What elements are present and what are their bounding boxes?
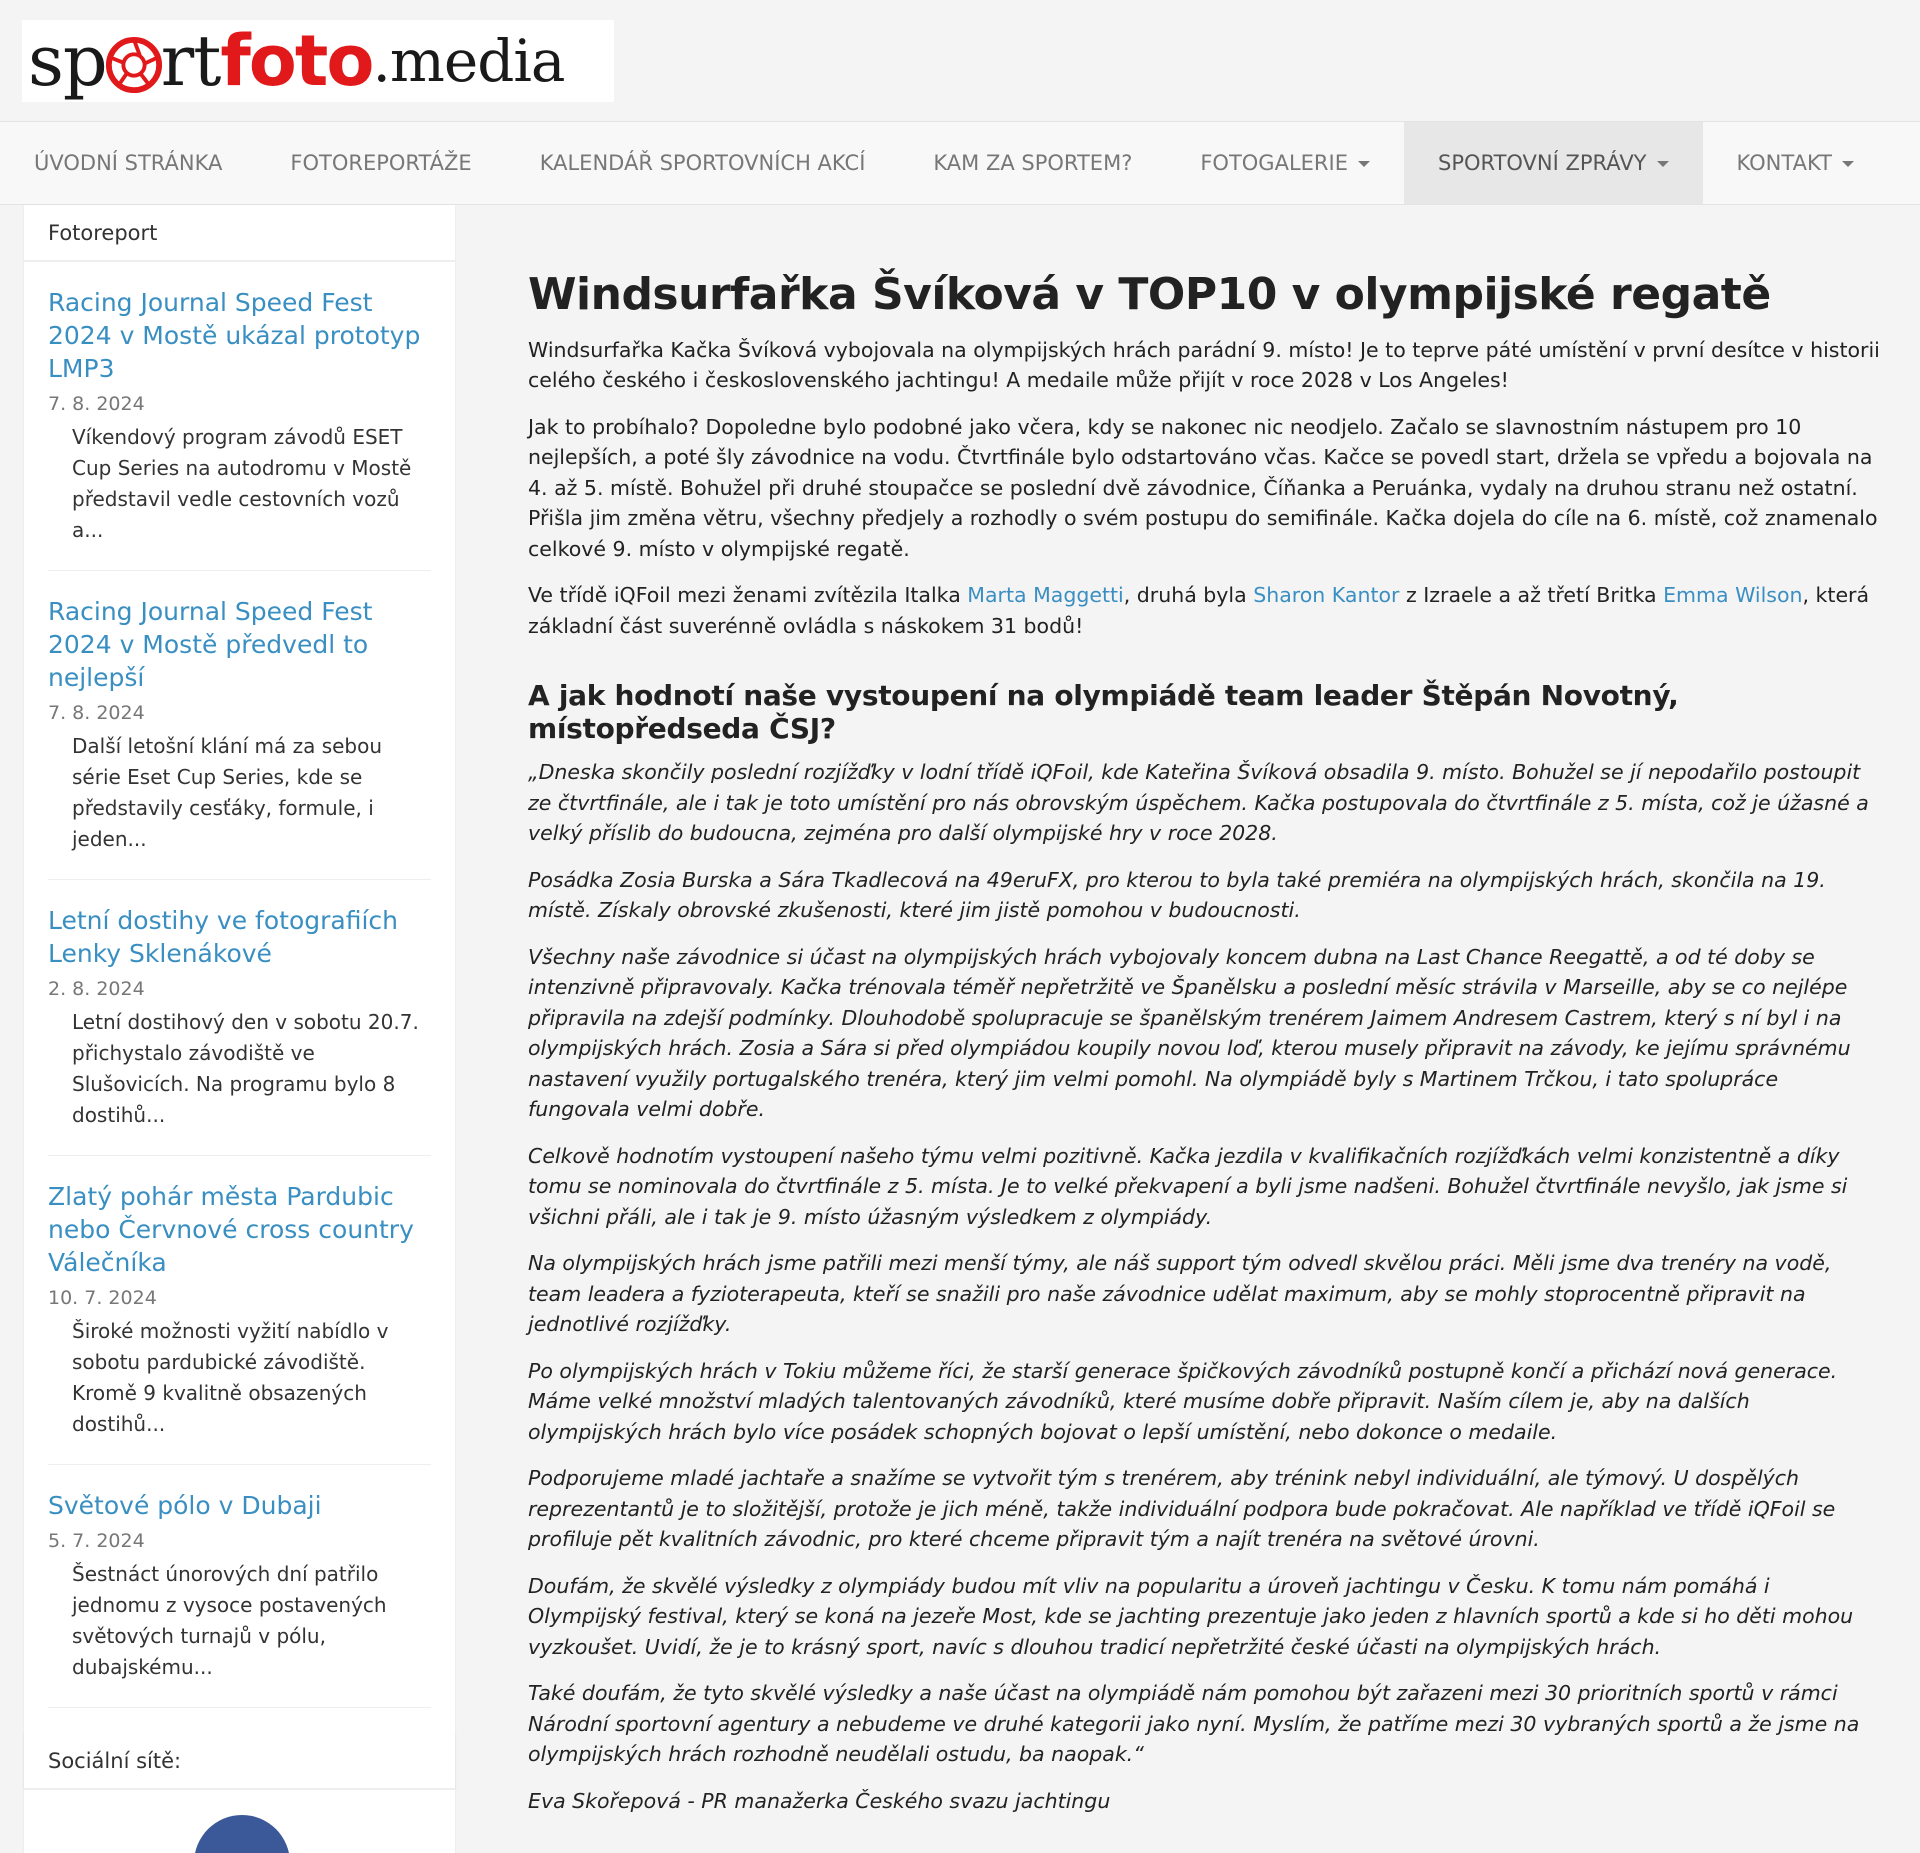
text: Ve třídě iQFoil mezi ženami zvítězila Italka: [528, 583, 968, 608]
nav-item-where-to-sport[interactable]: [899, 122, 1166, 204]
nav-item-home[interactable]: [0, 122, 256, 204]
quote-paragraph: „Dneska skončily poslední rozjížďky v lodní třídě iQFoil, kde Kateřina Švíková obsadila 9. místo. Bohužel se jí nepodařilo postoupit ze čtvrtfinále, ale i tak je toto umístění pro nás obrovským úspěchem. Kačka postupovala do čtvrtfinále z 5. místa, což je úžasné a velký příslib do budoucna, zejména pro další olympijské hry v roce 2028.: [528, 760, 1869, 846]
article-date: 7. 8. 2024: [48, 393, 145, 415]
logo-text-rt: rt: [160, 20, 221, 102]
nav-item-calendar[interactable]: [506, 122, 900, 204]
quote-paragraph: Také doufám, že tyto skvělé výsledky a naše účast na olympiádě nám pomohou být zařazeni mezi 30 prioritních sportů v rámci Národní sportovní agentury a nebudeme ve druhé kategorii jako nyní. Myslím, že patříme mezi 30 vybraných sportů a že jsme na olympijských hrách rozhodně neudělali ostudu, ba naopak.“: [528, 1681, 1860, 1767]
article-paragraph: [528, 580, 1880, 641]
article: [528, 270, 1880, 1832]
nav-label: KONTAKT: [1736, 151, 1832, 175]
athlete-link-maggetti[interactable]: Marta Maggetti: [967, 583, 1124, 608]
nav-label: FOTOGALERIE: [1200, 151, 1348, 175]
quote-paragraph: Doufám, že skvělé výsledky z olympiády budou mít vliv na popularitu a úroveň jachtingu v Česku. K tomu nám pomáhá i Olympijský festival, který se koná na jezeře Most, kde se jachting prezentuje jako jeden z hlavních sportů a kde si ho děti mohou vyzkoušet. Uvidí, že je to krásný sport, navíc s dlouhou tradicí nepřetržité české účasti na olympijských hrách.: [528, 1573, 1854, 1659]
site-header: [0, 0, 1920, 121]
logo-text-media: .media: [372, 27, 565, 95]
aperture-icon: [105, 36, 163, 94]
list-item: [48, 1156, 431, 1465]
athlete-link-kantor[interactable]: Sharon Kantor: [1253, 583, 1400, 608]
article-excerpt: Letní dostihový den v sobotu 20.7. přichystalo závodiště ve Slušovicích. Na programu bylo 8 dostihů...: [72, 1010, 419, 1127]
article-title: Windsurfařka Švíková v TOP10 v olympijské regatě: [528, 269, 1771, 320]
nav-item-sport-news[interactable]: [1404, 122, 1703, 204]
nav-label: ÚVODNÍ STRÁNKA: [34, 151, 223, 175]
list-item: [48, 571, 431, 880]
panel-heading: Fotoreport: [24, 205, 455, 262]
quote-paragraph: Na olympijských hrách jsme patřili mezi menší týmy, ale náš support tým odvedl skvělou práci. Měli jsme dva trenéry na vodě, team leadera a fyzioterapeuta, kteří se snažili pro naše závodnice udělat maximum, aby se mohly stoprocentně připravit na jednotlivé rozjížďky.: [528, 1251, 1832, 1337]
logo-text-foto: foto: [220, 20, 373, 102]
athlete-link-wilson[interactable]: Emma Wilson: [1663, 583, 1803, 608]
quote-paragraph: Všechny naše závodnice si účast na olympijských hrách vybojovaly koncem dubna na Last Chance Reegattě, a od té doby se intenzivně připravovaly. Kačka trénovala téměř nepřetržitě ve Španělsku a poslední měsíc strávila v Marseille, aby se co nejlépe připravila na zdejší podmínky. Dlouhodobě spolupracuje se španělským trenérem Jaimem Andresem Castrem, který s ní byl i na olympijských hrách. Zosia a Sára si před olympiádou koupily novou loď, kterou musely připravit na závody, ke jejímu správnému nastavení využily portugalského trenéra, který jim velmi pomohl. Na olympiádě byly s Martinem Trčkou, i tato spolupráce fungovala velmi dobře.: [528, 944, 1851, 1122]
nav-label: FOTOREPORTÁŽE: [290, 151, 472, 175]
quote-paragraph: Celkově hodnotím vystoupení našeho týmu velmi pozitivně. Kačka jezdila v kvalifikačních rozjížďkách velmi konzistentně a díky tomu se nominovala do čtvrtfinále z 5. místa. Je to velké překvapení a byli jsme nadšeni. Bohužel čtvrtfinále nevyšlo, jak jsme si všichni přáli, ale i tak je 9. místo úžasným výsledkem z olympiády.: [528, 1143, 1848, 1229]
sidebar-article-link[interactable]: Racing Journal Speed Fest 2024 v Mostě předvedl to nejlepší: [48, 597, 373, 692]
sidebar-article-link[interactable]: Racing Journal Speed Fest 2024 v Mostě ukázal prototyp LMP3: [48, 288, 421, 383]
caret-down-icon: [1358, 161, 1370, 167]
article-excerpt: Víkendový program závodů ESET Cup Series na autodromu v Mostě představil vedle cestovních vozů a...: [72, 425, 412, 542]
nav-label: SPORTOVNÍ ZPRÁVY: [1437, 151, 1647, 175]
sidebar-article-link[interactable]: Světové pólo v Dubaji: [48, 1491, 322, 1520]
caret-down-icon: [1842, 161, 1854, 167]
article-excerpt: Široké možnosti vyžití nabídlo v sobotu pardubické závodiště. Kromě 9 kvalitně obsazených dostihů...: [72, 1319, 389, 1436]
article-paragraph: Jak to probíhalo? Dopoledne bylo podobné jako včera, kdy se nakonec nic neodjelo. Začalo se slavnostním nástupem pro 10 nejlepších, a poté šly závodnice na vodu. Čtvrtfinále bylo odstartováno včas. Kačce se povedl start, držela se vpředu a bojovala na 4. až 5. místě. Bohužel při druhé stoupačce se poslední dvě závodnice, Číňanka a Peruánka, vydaly na druhou stranu než ostatní. Přišla jim změna větru, všechny předjely a rozhodly o svém postupu do semifinále. Kačka dojela do cíle na 6. místě, což znamenalo celkové 9. místo v olympijské regatě.: [528, 414, 1878, 561]
article-date: 7. 8. 2024: [48, 702, 145, 724]
fotoreport-panel: [24, 205, 455, 1788]
panel-heading: Sociální sítě:: [24, 1733, 455, 1790]
facebook-icon[interactable]: [194, 1815, 290, 1853]
nav-item-photo-reports[interactable]: [256, 122, 505, 204]
list-item: [48, 880, 431, 1156]
quote-paragraph: Posádka Zosia Burska a Sára Tkadlecová na 49eruFX, pro kterou to byla také premiéra na olympijských hrách, skončila na 19. místě. Získaly obrovské zkušenosti, které jim jistě pomohou v budoucnosti.: [528, 867, 1826, 923]
article-subheading: A jak hodnotí naše vystoupení na olympiádě team leader Štěpán Novotný, místopředseda ČSJ?: [528, 679, 1679, 746]
site-logo[interactable]: [22, 20, 614, 102]
article-excerpt: Další letošní klání má za sebou série Eset Cup Series, kde se představily cesťáky, formule, i jeden...: [72, 734, 383, 851]
list-item: [48, 262, 431, 571]
caret-down-icon: [1657, 161, 1669, 167]
nav-label: KAM ZA SPORTEM?: [933, 151, 1133, 175]
article-date: 10. 7. 2024: [48, 1287, 157, 1309]
article-author: Eva Skořepová - PR manažerka Českého svazu jachtingu: [528, 1788, 1111, 1813]
article-date: 2. 8. 2024: [48, 978, 145, 1000]
list-item: [48, 1465, 431, 1708]
article-date: 5. 7. 2024: [48, 1530, 145, 1552]
article-lead: Windsurfařka Kačka Švíková vybojovala na olympijských hrách parádní 9. místo! Je to teprve páté umístění v první desítce v historii celého českého i československého jachtingu! A medaile může přijít v roce 2028 v Los Angeles!: [528, 337, 1880, 393]
text: , která základní část suverénně ovládla s náskokem 31 bodů!: [528, 583, 1870, 638]
social-panel: [24, 1733, 455, 1853]
text: , druhá byla: [1123, 583, 1254, 608]
sidebar-article-link[interactable]: Zlatý pohár města Pardubic nebo Červnové cross country Válečníka: [48, 1182, 414, 1277]
logo-text-sp: sp: [28, 20, 107, 102]
nav-item-photogallery[interactable]: [1166, 122, 1404, 204]
main-navigation: [0, 121, 1920, 205]
article-excerpt: Šestnáct únorových dní patřilo jednomu z vysoce postavených světových turnajů v pólu, dubajskému...: [72, 1562, 387, 1679]
sidebar-article-link[interactable]: Letní dostihy ve fotografiích Lenky Sklenákové: [48, 906, 398, 968]
text: z Izraele a až třetí Britka: [1399, 583, 1664, 608]
quote-paragraph: Podporujeme mladé jachtaře a snažíme se vytvořit tým s trenérem, aby trénink nebyl individuální, ale týmový. U dospělých reprezentantů je to složitější, protože je jich méně, takže individuální podpora bude pokračovat. Ale například ve třídě iQFoil se profiluje pět kvalitních závodnic, pro které chceme připravit tým a najít trenéra na světové úrovni.: [528, 1466, 1836, 1552]
nav-label: KALENDÁŘ SPORTOVNÍCH AKCÍ: [539, 151, 866, 175]
quote-paragraph: Po olympijských hrách v Tokiu můžeme říci, že starší generace špičkových závodníků postupně končí a přichází nová generace. Máme velké množství mladých talentovaných závodníků, které musíme dobře připravit. Naším cílem je, aby na dalších olympijských hrách bylo více posádek schopných bojovat o lepší umístění, nebo dokonce o medaile.: [528, 1358, 1838, 1444]
nav-item-contact[interactable]: [1703, 122, 1888, 204]
